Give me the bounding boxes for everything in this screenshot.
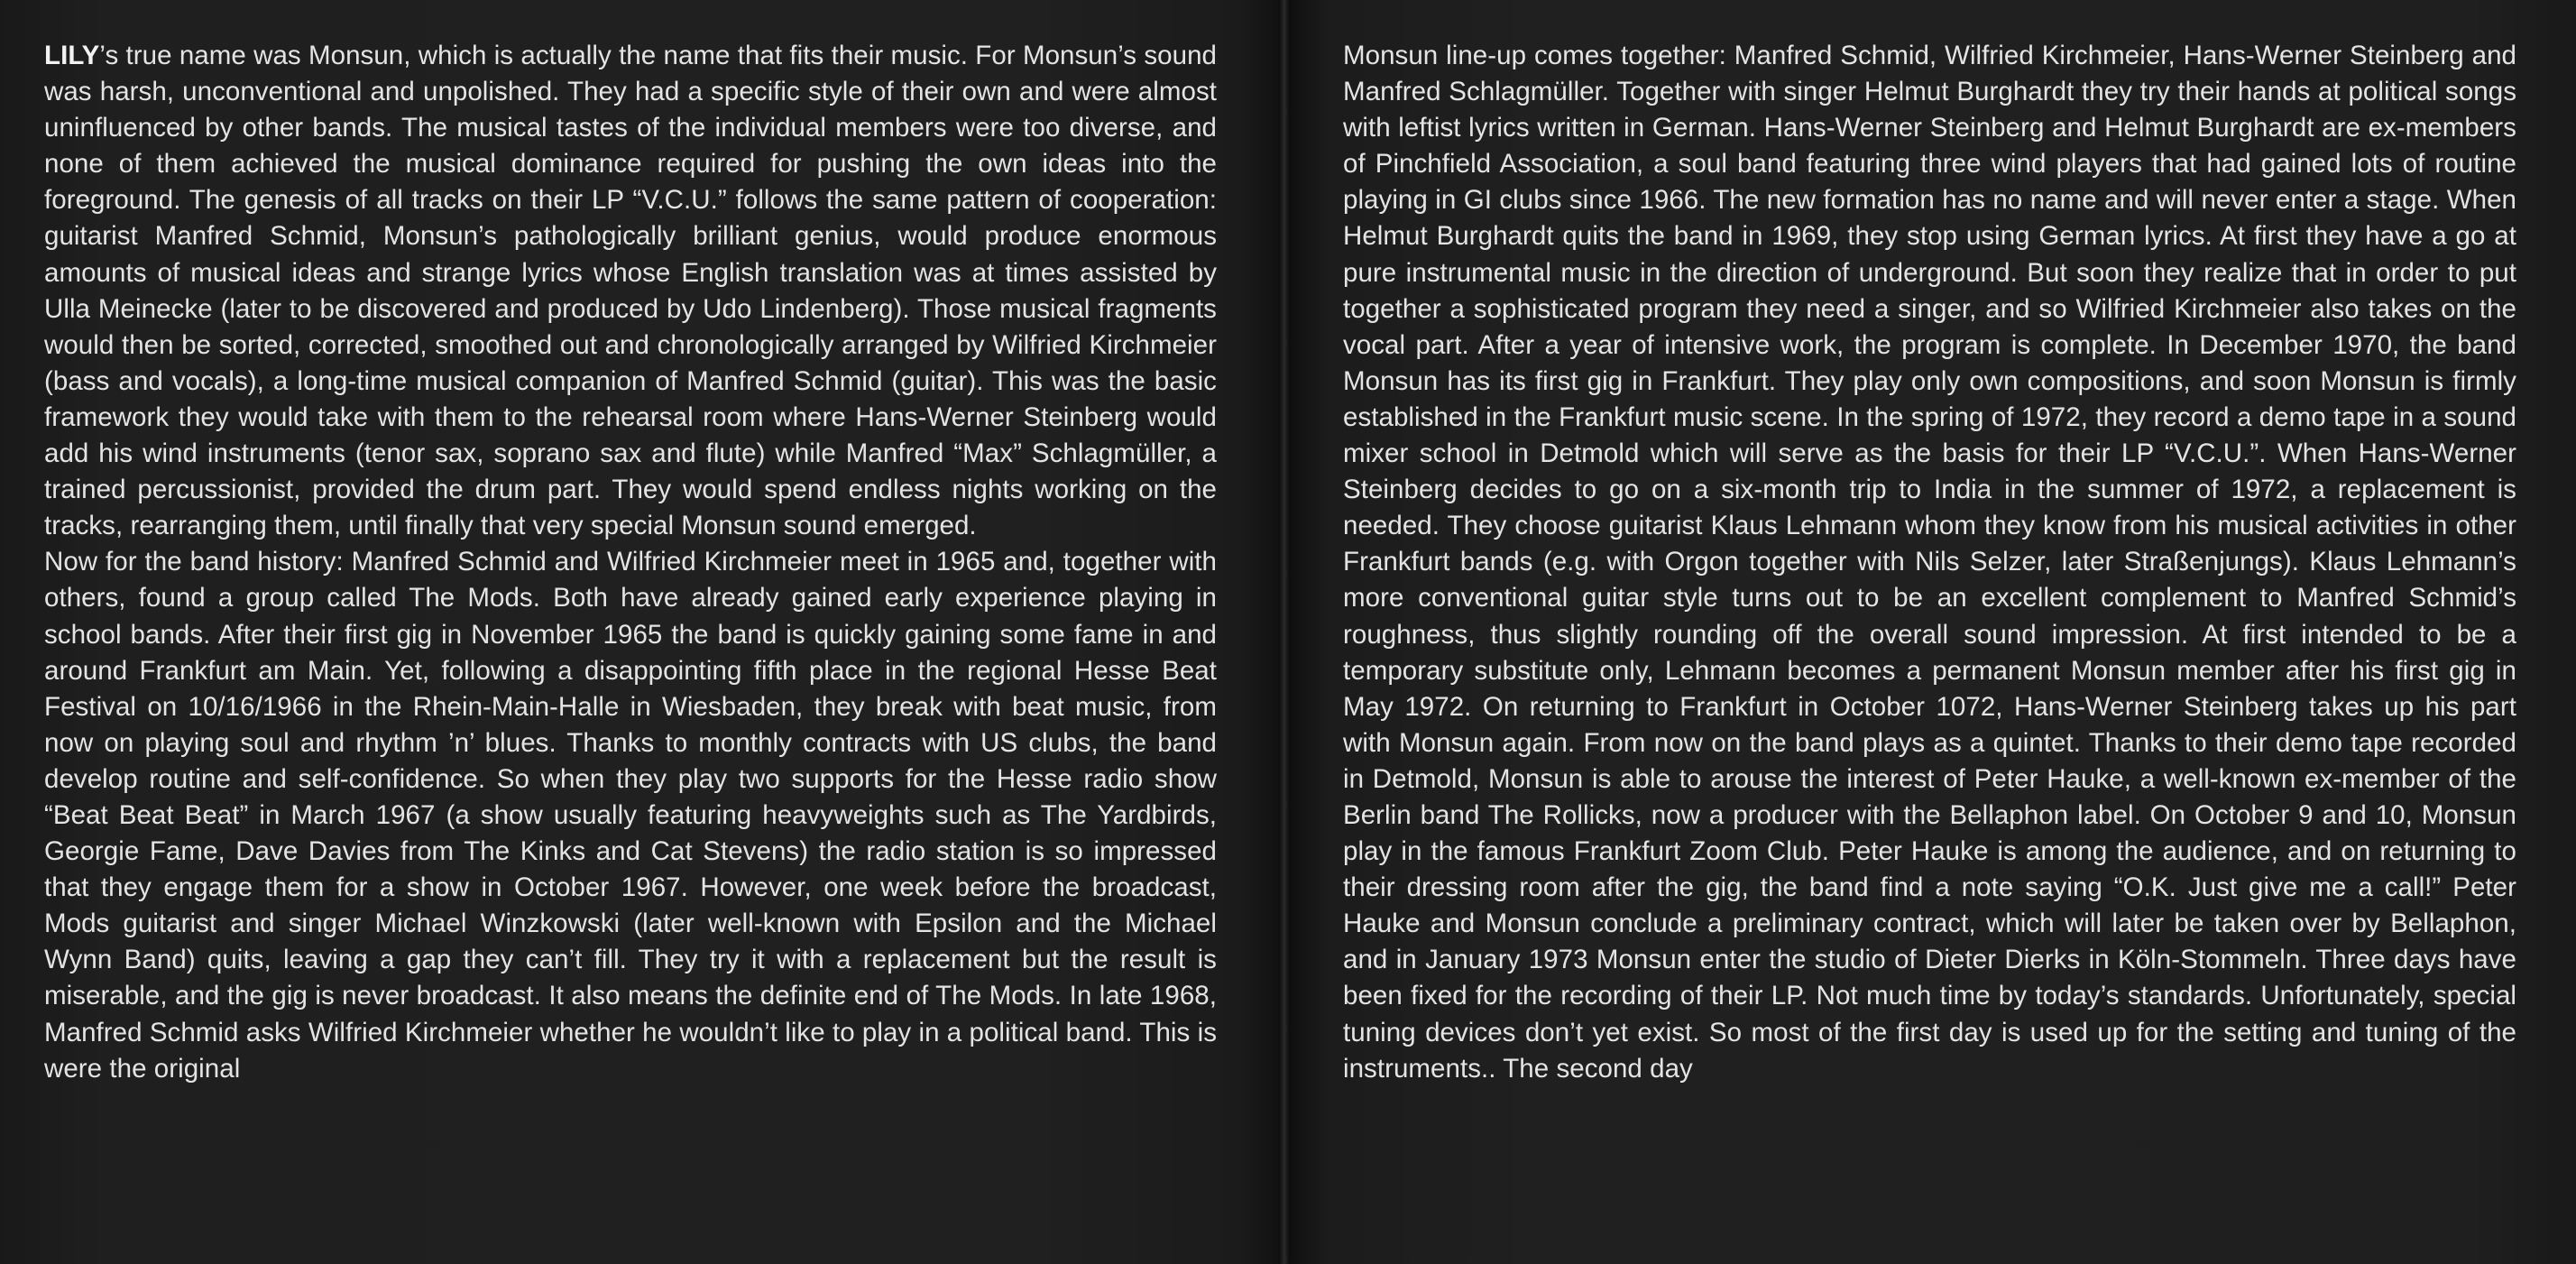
- left-page-text: [44, 38, 1217, 1087]
- left-page: [0, 0, 1279, 1264]
- left-paragraph-1-body: ’s true name was Monsun, which is actually the name that fits their music. For Monsun’s sound was harsh, unconventional and unpolished. They had a specific style of their own and were almost uninfluenced by other bands. The musical tastes of the individual members were too diverse, and none of them achieved the musical dominance required for pushing the own ideas into the foreground. The genesis of all tracks on their LP “V.C.U.” follows the same pattern of cooperation: guitarist Manfred Schmid, Monsun’s pathologically brilliant genius, would produce enormous amounts of musical ideas and strange lyrics whose English translation was at times assisted by Ulla Meinecke (later to be discovered and produced by Udo Lindenberg). Those musical fragments would then be sorted, corrected, smoothed out and chronologically arranged by Wilfried Kirchmeier (bass and vocals), a long-time musical companion of Manfred Schmid (guitar). This was the basic framework they would take with them to the rehearsal room where Hans-Werner Steinberg would add his wind instruments (tenor sax, soprano sax and flute) while Manfred “Max” Schlagmüller, a trained percussionist, provided the drum part. They would spend endless nights working on the tracks, rearranging them, until finally that very special Monsun sound emerged.: [44, 41, 1217, 541]
- right-paragraph-1: Monsun line-up comes together: Manfred Schmid, Wilfried Kirchmeier, Hans-Werner Steinberg and Manfred Schlagmüller. Together with singer Helmut Burghardt they try their hands at political songs with leftist lyrics written in German. Hans-Werner Steinberg and Helmut Burghardt are ex-members of Pinchfield Association, a soul band featuring three wind players that had gained lots of routine playing in GI clubs since 1966. The new formation has no name and will never enter a stage. When Helmut Burghardt quits the band in 1969, they stop using German lyrics. At first they have a go at pure instrumental music in the direction of underground. But soon they realize that in order to put together a sophisticated program they need a singer, and so Wilfried Kirchmeier also takes on the vocal part. After a year of intensive work, the program is complete. In December 1970, the band Monsun has its first gig in Frankfurt. They play only own compositions, and soon Monsun is firmly established in the Frankfurt music scene. In the spring of 1972, they record a demo tape in a sound mixer school in Detmold which will serve as the basis for their LP “V.C.U.”. When Hans-Werner Steinberg decides to go on a six-month trip to India in the summer of 1972, a replacement is needed. They choose guitarist Klaus Lehmann whom they know from his musical activities in other Frankfurt bands (e.g. with Orgon together with Nils Selzer, later Straßenjungs). Klaus Lehmann’s more conventional guitar style turns out to be an excellent complement to Manfred Schmid’s roughness, thus slightly rounding off the overall sound impression. At first intended to be a temporary substitute only, Lehmann becomes a permanent Monsun member after his first gig in May 1972. On returning to Frankfurt in October 1072, Hans-Werner Steinberg takes up his part with Monsun again. From now on the band plays as a quintet. Thanks to their demo tape recorded in Detmold, Monsun is able to arouse the interest of Peter Hauke, a well-known ex-member of the Berlin band The Rollicks, now a producer with the Bellaphon label. On October 9 and 10, Monsun play in the famous Frankfurt Zoom Club. Peter Hauke is among the audience, and on returning to their dressing room after the gig, the band find a note saying “O.K. Just give me a call!” Peter Hauke and Monsun conclude a preliminary contract, which will later be taken over by Bellaphon, and in January 1973 Monsun enter the studio of Dieter Dierks in Köln-Stommeln. Three days have been fixed for the recording of their LP. Not much time by today’s standards. Unfortunately, special tuning devices don’t yet exist. So most of the first day is used up for the setting and tuning of the instruments.. The second day: [1343, 41, 2516, 1084]
- right-page-text: [1343, 38, 2516, 1087]
- booklet-gutter: [1279, 0, 1290, 1264]
- left-paragraph-1: [44, 38, 1217, 544]
- left-paragraph-2: Now for the band history: Manfred Schmid and Wilfried Kirchmeier meet in 1965 and, together with others, found a group called The Mods. Both have already gained early experience playing in school bands. After their first gig in November 1965 the band is quickly gaining some fame in and around Frankfurt am Main. Yet, following a disappointing fifth place in the regional Hesse Beat Festival on 10/16/1966 in the Rhein-Main-Halle in Wiesbaden, they break with beat music, from now on playing soul and rhythm ’n’ blues. Thanks to monthly contracts with US clubs, the band develop routine and self-confidence. So when they play two supports for the Hesse radio show “Beat Beat Beat” in March 1967 (a show usually featuring heavyweights such as The Yardbirds, Georgie Fame, Dave Davies from The Kinks and Cat Stevens) the radio station is so impressed that they engage them for a show in October 1967. However, one week before the broadcast, Mods guitarist and singer Michael Winzkowski (later well-known with Epsilon and the Michael Wynn Band) quits, leaving a gap they can’t fill. They try it with a replacement but the result is miserable, and the gig is never broadcast. It also means the definite end of The Mods. In late 1968, Manfred Schmid asks Wilfried Kirchmeier whether he wouldn’t like to play in a political band. This is were the original: [44, 547, 1217, 1084]
- lead-word: LILY: [44, 41, 100, 70]
